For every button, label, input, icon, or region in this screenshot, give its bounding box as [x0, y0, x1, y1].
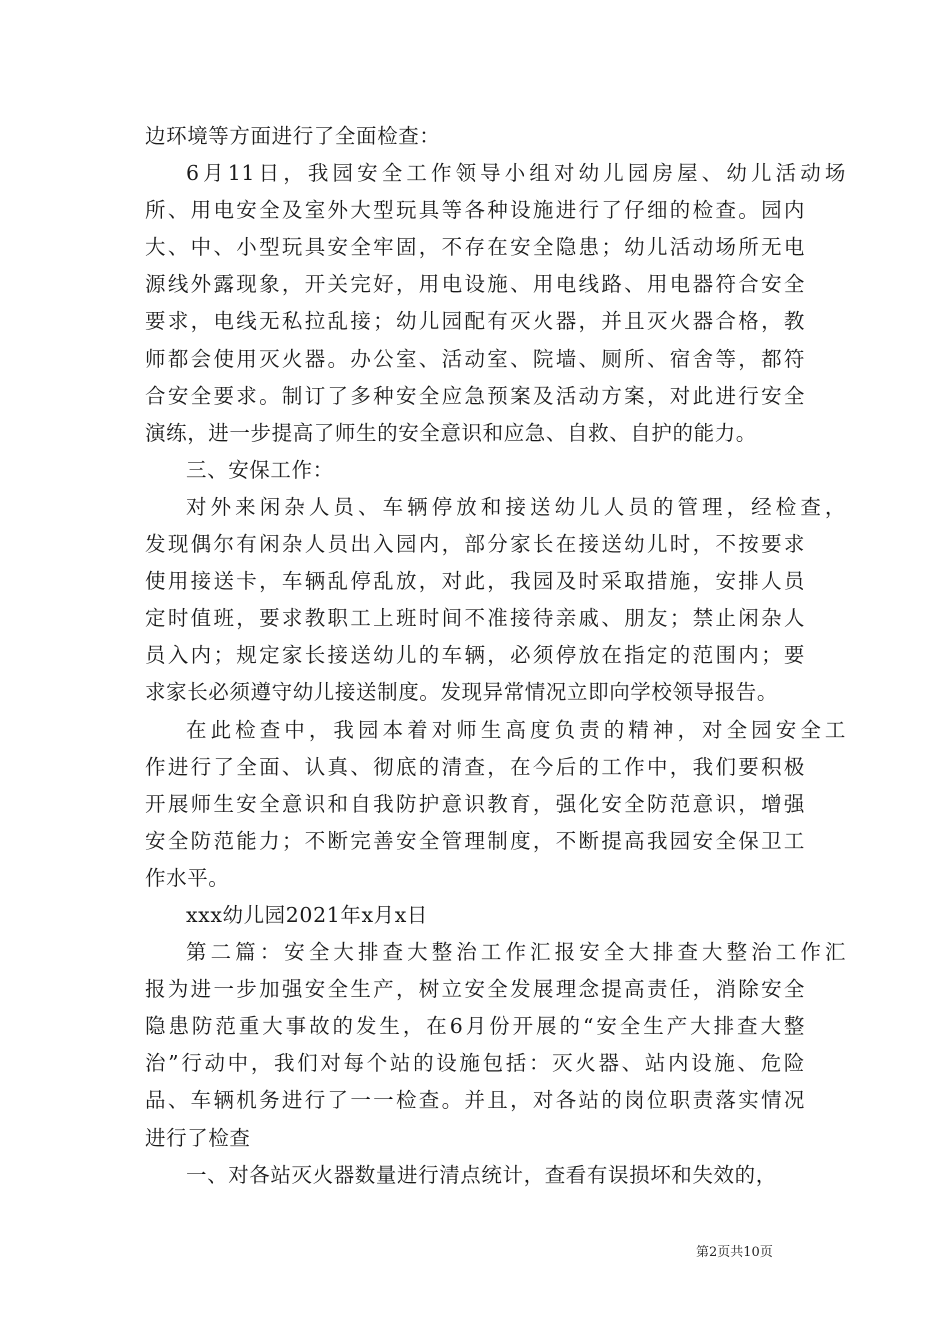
text-line: 发现偶尔有闲杂人员出入园内，部分家长在接送幼儿时，不按要求: [145, 532, 805, 557]
text-line: 对外来闲杂人员、车辆停放和接送幼儿人员的管理，经检查，: [186, 494, 846, 519]
text-line: 开展师生安全意识和自我防护意识教育，强化安全防范意识，增强: [145, 791, 805, 816]
text-line: 6月11日，我园安全工作领导小组对幼儿园房屋、幼儿活动场: [186, 161, 846, 186]
section-heading: 三、安保工作：: [186, 457, 334, 482]
text-line: 隐患防范重大事故的发生，在6月份开展的“安全生产大排查大整: [145, 1014, 805, 1039]
text-line: 边环境等方面进行了全面检查：: [145, 124, 441, 148]
text-line: 要求，电线无私拉乱接；幼儿园配有灭火器，并且灭火器合格，教: [145, 309, 805, 334]
text-line: 作水平。: [145, 865, 230, 890]
text-line: 演练，进一步提高了师生的安全意识和应急、自救、自护的能力。: [145, 420, 757, 445]
text-line: 定时值班，要求教职工上班时间不准接待亲戚、朋友；禁止闲杂人: [145, 606, 805, 631]
text-line: 在此检查中，我园本着对师生高度负责的精神，对全园安全工: [186, 717, 846, 742]
signature-line: xxx幼儿园2021年x月x日: [186, 902, 428, 927]
text-line: 作进行了全面、认真、彻底的清查，在今后的工作中，我们要积极: [145, 754, 805, 779]
text-line: 大、中、小型玩具安全牢固，不存在安全隐患；幼儿活动场所无电: [145, 235, 805, 260]
text-line: 求家长必须遵守幼儿接送制度。发现异常情况立即向学校领导报告。: [145, 680, 778, 705]
text-line: 报为进一步加强安全生产，树立安全发展理念提高责任，消除安全: [145, 977, 805, 1002]
text-line: 使用接送卡，车辆乱停乱放，对此，我园及时采取措施，安排人员: [145, 569, 805, 594]
text-line: 治”行动中，我们对每个站的设施包括：灭火器、站内设施、危险: [145, 1051, 805, 1076]
page-number: 第2页共10页: [696, 1245, 773, 1260]
text-line: 第二篇：安全大排查大整治工作汇报安全大排查大整治工作汇: [186, 940, 846, 965]
text-line: 所、用电安全及室外大型玩具等各种设施进行了仔细的检查。园内: [145, 198, 805, 223]
text-line: 品、车辆机务进行了一一检查。并且，对各站的岗位职责落实情况: [145, 1088, 805, 1113]
document-body: [145, 118, 846, 1194]
text-line: 安全防范能力；不断完善安全管理制度，不断提高我园安全保卫工: [145, 828, 805, 853]
text-line: 一、对各站灭火器数量进行清点统计，查看有误损坏和失效的，: [186, 1162, 777, 1187]
text-line: 合安全要求。制订了多种安全应急预案及活动方案，对此进行安全: [145, 383, 805, 408]
text-line: 师都会使用灭火器。办公室、活动室、院墙、厕所、宿舍等，都符: [145, 346, 805, 371]
text-line: 源线外露现象，开关完好，用电设施、用电线路、用电器符合安全: [145, 272, 805, 297]
text-line: 员入内；规定家长接送幼儿的车辆，必须停放在指定的范围内；要: [145, 643, 805, 668]
text-line: 进行了检查: [145, 1125, 251, 1150]
